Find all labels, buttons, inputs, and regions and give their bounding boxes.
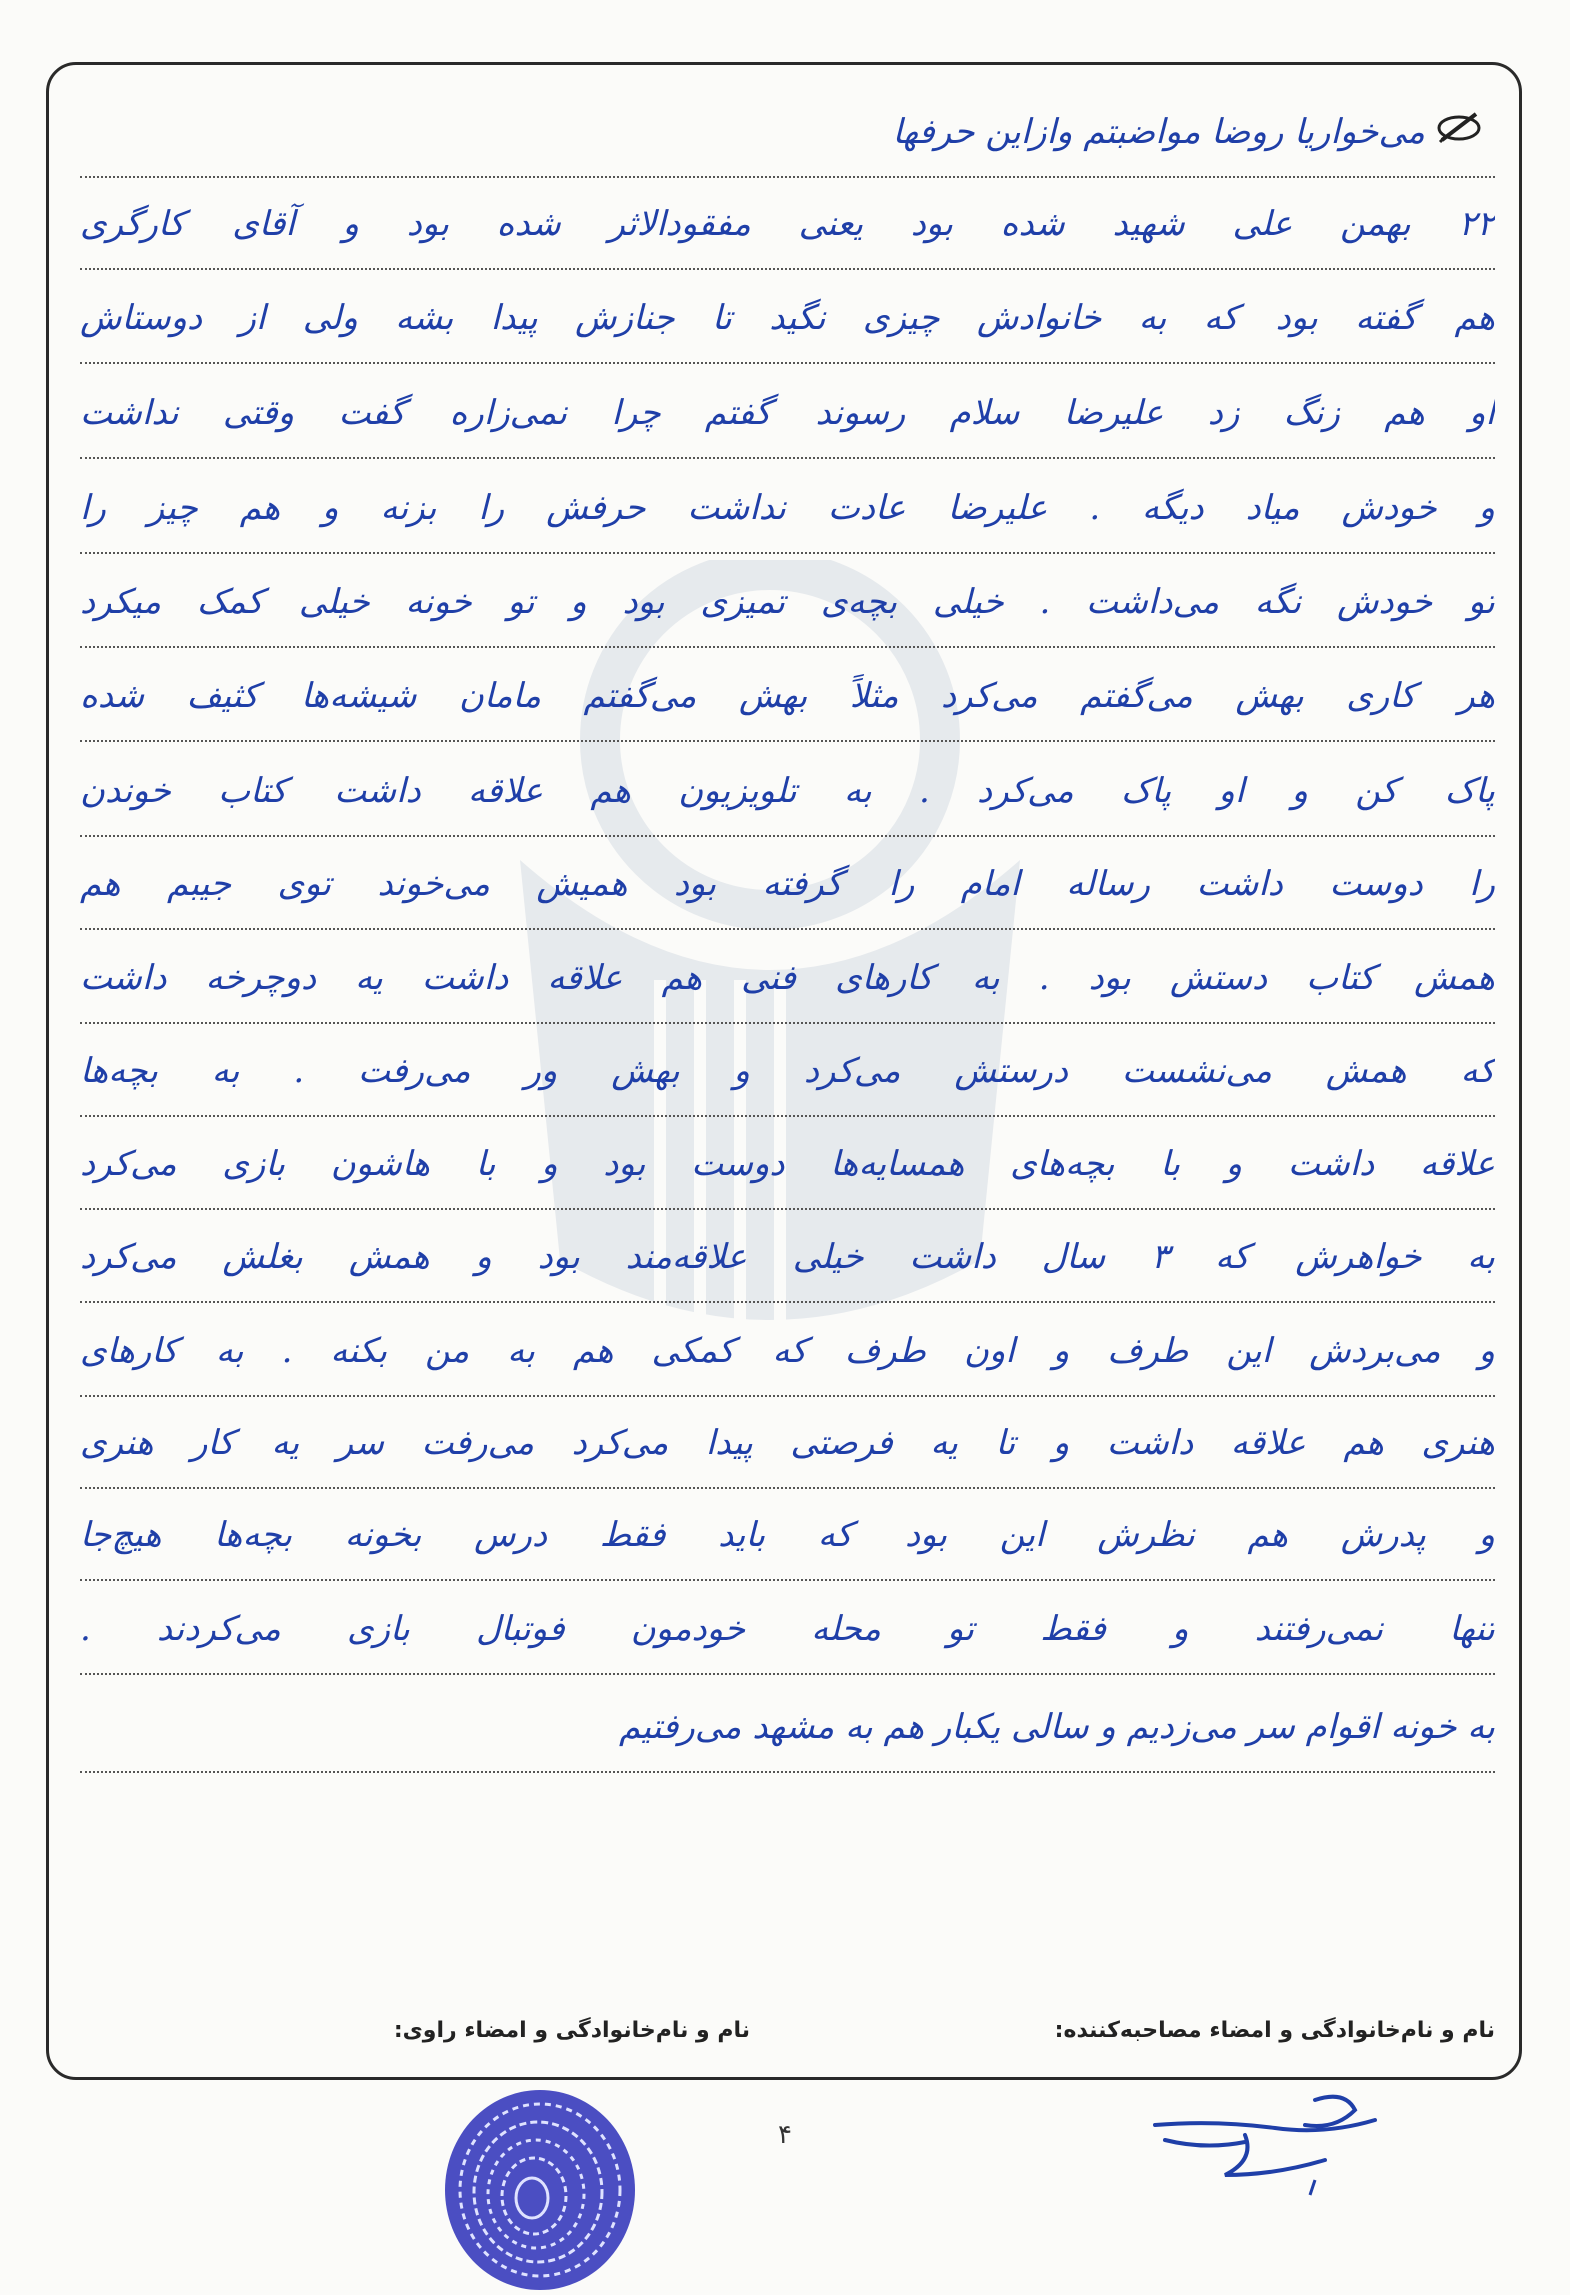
text-line: علاقه داشت و با بچه‌های همسایه‌ها دوست بود و با هاشون بازی می‌کرد [80,1118,1495,1210]
signature-labels [80,2008,1495,2058]
text-line: و پدرش هم نظرش این بود که باید فقط درس بخونه بچه‌ها هیچ‌جا [80,1489,1495,1581]
text-line: و خودش میاد دیگه . علیرضا عادت نداشت حرفش را بزنه و هم چیز را [80,462,1495,554]
text-line: هنری هم علاقه داشت و تا یه فرصتی پیدا می‌کرد می‌رفت سر یه کار هنری [80,1397,1495,1489]
text-line: هر کاری بهش می‌گفتم می‌کرد مثلاً بهش می‌گفتم مامان شیشه‌ها کثیف شده [80,650,1495,742]
interviewer-signature-label: نام و نام‌خانوادگی و امضاء مصاحبه‌کننده: [1054,2018,1495,2043]
narrator-signature-label: نام و نام‌خانوادگی و امضاء راوی: [393,2018,750,2043]
text-line: که همش می‌نشست درستش می‌کرد و بهش ور می‌رفت . به بچه‌ها [80,1025,1495,1117]
text-line: پاک کن و او پاک می‌کرد . به تلویزیون هم علاقه داشت کتاب خوندن [80,745,1495,837]
text-line: همش کتاب دستش بود . به کارهای فنی هم علاقه داشت یه دوچرخه داشت [80,932,1495,1024]
text-line: تنها نمی‌رفتند و فقط تو محله خودمون فوتبال بازی می‌کردند . [80,1583,1495,1675]
text-line: می‌خواریا روضا مواضبتم وازاین حرفها [80,86,1495,178]
text-line: ۲۲ بهمن علی شهید شده بود یعنی مفقودالاثر شده بود و آقای کارگری [80,178,1495,270]
text-line: هم گفته بود که به خانوادش چیزی نگید تا جنازش پیدا بشه ولی از دوستاش [80,272,1495,364]
text-line: تو خودش نگه می‌داشت . خیلی بچه‌ی تمیزی بود و تو خونه خیلی کمک میکرد [80,556,1495,648]
text-line: به خواهرش که ۳ سال داشت خیلی علاقه‌مند بود و همش بغلش می‌کرد [80,1211,1495,1303]
fingerprint-stamp [420,2080,670,2295]
text-line: او هم زنگ زد علیرضا سلام رسوند گفتم چرا نمی‌زاره گفت وقتی نداشت [80,367,1495,459]
text-line: به خونه اقوام سر می‌زدیم و سالی یکبار هم به مشهد می‌رفتیم [80,1681,1495,1773]
handwritten-signature [1125,2080,1415,2200]
text-line: را دوست داشت رساله امام را گرفته بود همیش می‌خوند توی جیبم هم [80,838,1495,930]
text-line: و می‌بردش این طرف و اون طرف که کمکی هم به من بکنه . به کارهای [80,1305,1495,1397]
page-number: ۴ [778,2120,792,2150]
